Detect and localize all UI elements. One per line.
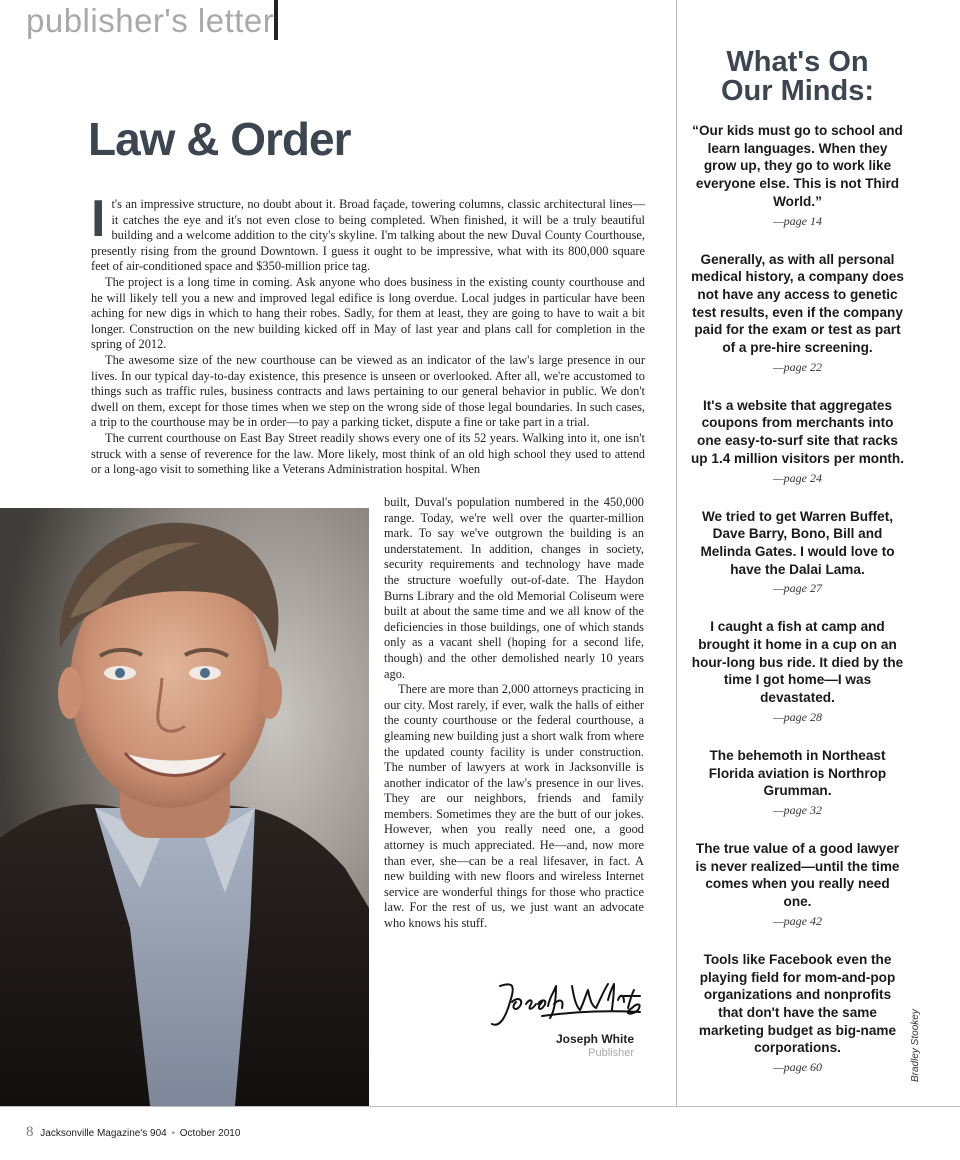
- quote-page-ref: —page 22: [773, 359, 822, 374]
- quote-item: [690, 840, 905, 929]
- article-headline: Law & Order: [88, 113, 351, 165]
- quote-page-ref: —page 32: [773, 802, 822, 817]
- publisher-portrait: [0, 508, 369, 1106]
- quote-page-ref: —page 28: [773, 709, 822, 724]
- signature-title: Publisher: [588, 1047, 634, 1059]
- publication-name: Jacksonville Magazine's 904: [40, 1128, 167, 1139]
- quote-text: The behemoth in Northeast Florida aviation is Northrop Grumman.: [708, 747, 887, 799]
- signature-name: Joseph White: [555, 1032, 634, 1046]
- quote-text: I caught a fish at camp and brought it home in a cup on an hour-long bus ride. It died by the time I got home—I was devastated.: [691, 619, 904, 706]
- quote-text: Generally, as with all personal medical history, a company does not have any access to genetic test results, even if the company paid for the exam or test as part of a pre-hire screening.: [691, 251, 904, 356]
- article-paragraph: built, Duval's population numbered in the 450,000 range. Today, we're well over the quarter-million mark. To say we've outgrown the building is an understatement. In addition, changes in society, security requirements and technology have made the structure woefully out-of-date. The Haydon Burns Library and the old Memorial Coliseum were built at about the same time and we all know of the deficiencies in those buildings, one of which stands only as a vacant shell (hoping for a second life, though) and the other demolished nearly 10 years ago.: [384, 495, 644, 681]
- signature-image: [482, 972, 642, 1032]
- article-body-bottom: [384, 495, 644, 932]
- article-paragraph: It's an impressive structure, no doubt about it. Broad façade, towering columns, classic architectural lines—it catches the eye and it's not even close to being completed. When finished, it will be a truly beautiful building and a welcome addition to the city's skyline. I'm talking about the new Duval County Courthouse, presently rising from the ground Downtown. I guess it ought to be impressive, what with its 800,000 square feet of air-conditioned space and $350-million price tag.: [91, 190, 645, 274]
- footer-separator: •: [171, 1128, 175, 1139]
- section-label: publisher's letter: [26, 2, 275, 39]
- quote-page-ref: —page 27: [773, 581, 822, 596]
- photo-credit: Bradley Stookey: [910, 1009, 921, 1082]
- article-paragraph: The awesome size of the new courthouse can be viewed as an indicator of the law's large presence in our lives. In our typical day-to-day existence, this presence is unseen or overlooked. After all, we're accustomed to things such as traffic rules, business contracts and laws pertaining to our general behavior in public. We don't dwell on them, except for those times when we step on the wrong side of those legal boundaries. In such cases, a trip to the courthouse may be in order—to pay a parking ticket, dispute a fine or take part in a trial.: [91, 352, 645, 430]
- quote-item: [690, 397, 905, 486]
- quote-text: It's a website that aggregates coupons from merchants into one easy-to-surf site that racks up 1.4 million visitors per month.: [691, 397, 904, 466]
- footer-divider: [0, 1106, 960, 1107]
- quote-page-ref: —page 14: [773, 213, 822, 228]
- article-paragraph: The project is a long time in coming. Ask anyone who does business in the existing county courthouse and he will likely tell you a new and improved legal edifice is long overdue. Local judges in particular have been aching for new digs in which to hang their robes. Sadly, for them at least, they are going to have to wait a bit longer. Construction on the new building kicked off in May of last year and plans call for completion in the spring of 2012.: [91, 274, 645, 352]
- quote-item: [690, 508, 905, 597]
- issue-date: October 2010: [179, 1128, 241, 1139]
- sidebar-quotes: [690, 48, 905, 1097]
- quote-page-ref: —page 60: [773, 1060, 822, 1075]
- quote-item: [690, 618, 905, 725]
- page-footer: [26, 1124, 240, 1141]
- quote-page-ref: —page 42: [773, 913, 822, 928]
- quote-item: [690, 747, 905, 818]
- quote-item: [690, 951, 905, 1075]
- article-body-top: [91, 190, 645, 478]
- drop-cap: I: [91, 190, 106, 248]
- column-divider: [676, 0, 677, 1106]
- article-paragraph: There are more than 2,000 attorneys practicing in our city. Most rarely, if ever, walk the halls of either the county courthouse or the federal courthouse, a gleaming new building just a short walk from where the updated county facility is under construction. The number of lawyers at work in Jacksonville is another indicator of the law's presence in our lives. They are our neighbors, friends and family members. Sometimes they are the butt of our jokes. However, when you really need one, a good attorney is much appreciated. He—and, now more than ever, she—can be a real lifesaver, in fact. A new building with new floors and wireless Internet service are wonderful things for those who practice law. For the rest of us, we just want an advocate who knows his stuff.: [384, 682, 644, 931]
- quote-text: We tried to get Warren Buffet, Dave Barry, Bono, Bill and Melinda Gates. I would love to have the Dalai Lama.: [700, 508, 895, 577]
- quote-item: [690, 251, 905, 375]
- quote-text: The true value of a good lawyer is never realized—until the time comes when you really need one.: [695, 840, 900, 910]
- page-number: 8: [26, 1124, 34, 1140]
- article-paragraph: The current courthouse on East Bay Street readily shows every one of its 52 years. Walking into it, one isn't struck with a sense of reverence for the law. More likely, most think of an old high school they used to attend or a long-ago visit to something like a Veterans Administration hospital. When: [91, 430, 645, 477]
- section-bar: [274, 0, 278, 40]
- quote-text: Tools like Facebook even the playing field for mom-and-pop organizations and nonprofits that don't have the same marketing budget as big-name corporations.: [698, 951, 897, 1056]
- quote-page-ref: —page 24: [773, 470, 822, 485]
- quote-item: [690, 122, 905, 229]
- sidebar-title: What's On Our Minds:: [720, 46, 875, 107]
- quote-text: “Our kids must go to school and learn languages. When they grow up, they go to work like everyone else. This is not Third World.”: [692, 123, 903, 209]
